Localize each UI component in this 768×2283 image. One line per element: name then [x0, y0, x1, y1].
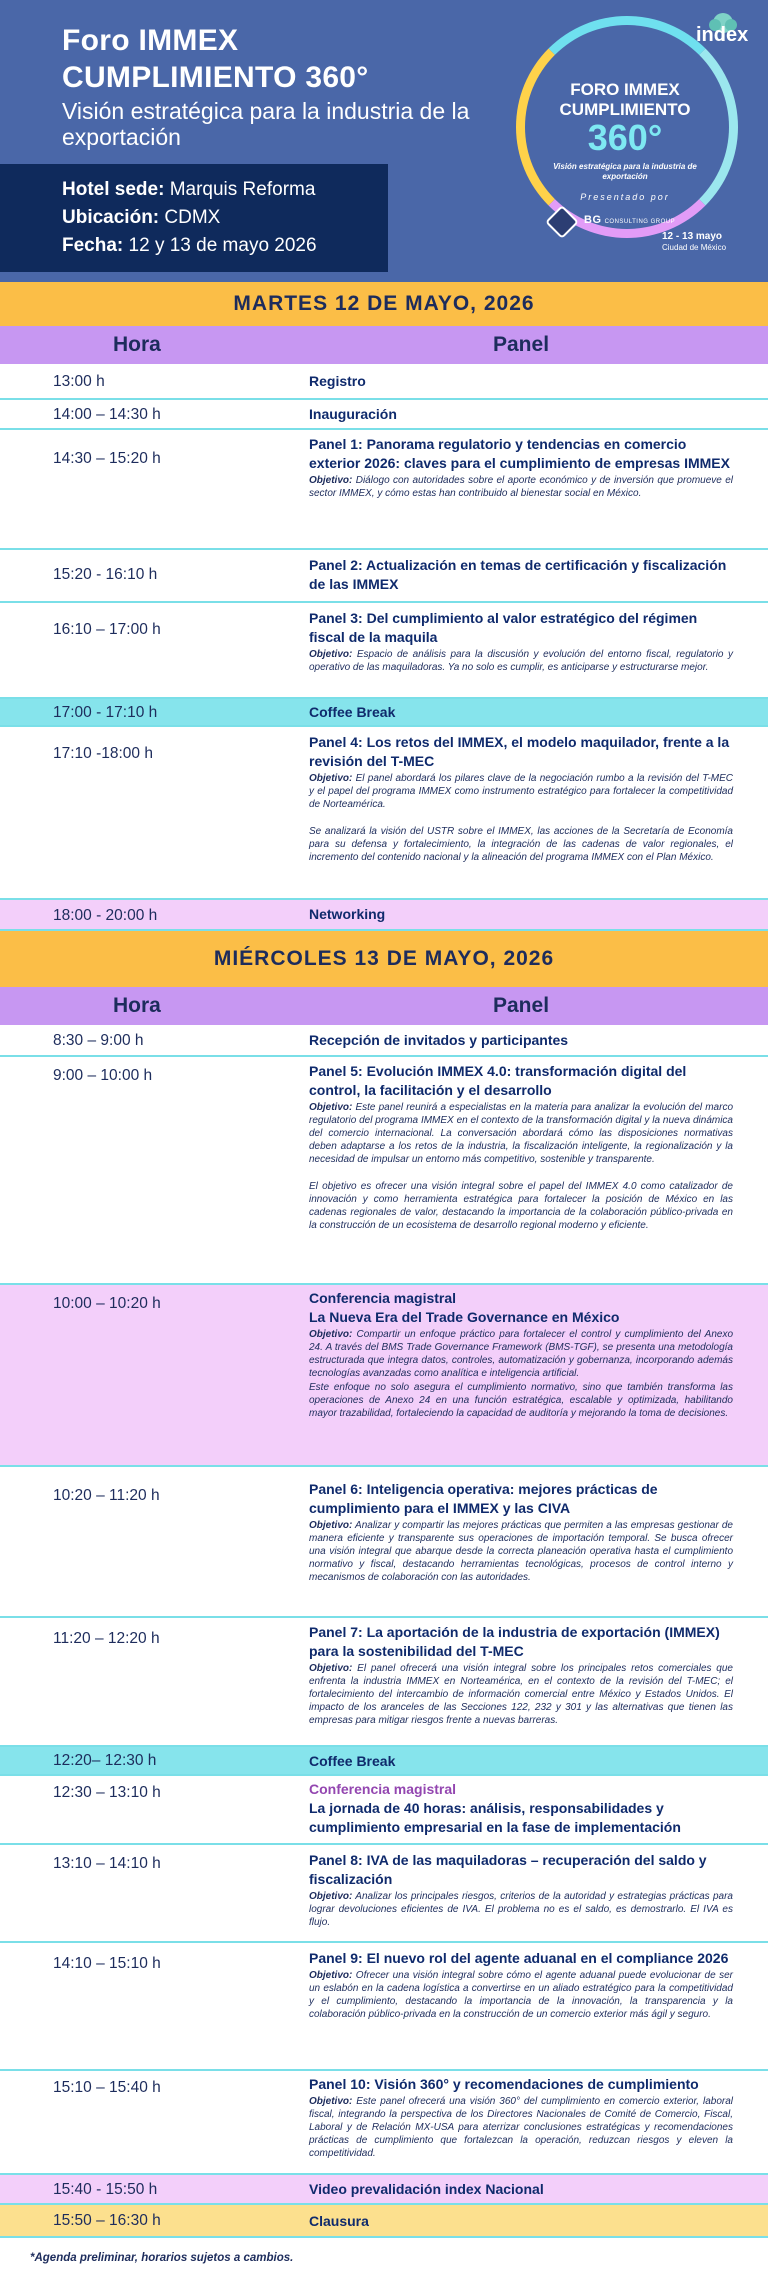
objective-label: Objetivo:	[309, 1102, 353, 1113]
event-subtitle: Visión estratégica para la industria de la exportación	[62, 98, 470, 150]
row-title: Recepción de invitados y participantes	[309, 1032, 569, 1048]
objective-text: Ofrecer una visión integral sobre cómo el agente aduanal puede evolucionar de ser un eslabón en la cadena logística a convertirse en un aliado estratégico para la competitividad y el cumplimiento, destacando la importancia de la innovación, la transparencia y la colaboración público-privada en la construcción de un comercio exterior más ágil y seguro.	[309, 1970, 733, 2020]
event-header	[0, 0, 768, 282]
objective-label: Objetivo:	[309, 1891, 353, 1902]
agenda-row	[0, 1943, 768, 2071]
agenda-row-break	[0, 699, 768, 727]
objective-label: Objetivo:	[309, 1329, 353, 1340]
row-title: Networking	[309, 906, 386, 922]
row-time: 10:00 – 10:20 h	[53, 1295, 161, 1312]
row-objective	[309, 1662, 733, 1727]
title-line-1: Foro IMMEX	[62, 24, 239, 57]
row-time: 15:50 – 16:30 h	[53, 2212, 161, 2229]
row-time: 14:00 – 14:30 h	[53, 406, 161, 423]
row-title: Registro	[309, 373, 366, 389]
row-title: Inauguración	[309, 406, 397, 422]
row-title: Video prevalidación index Nacional	[309, 2181, 544, 2197]
objective-text: Este panel ofrecerá una visión 360° del cumplimiento en comercio exterior, laboral fiscal, integrando la perspectiva de los Directores Nacionales de Comité de Comercio, Fiscal, Laboral y de Relación MX-USA para aterrizar conclusiones estratégicas y recomendaciones prácticas de cumplimiento que fortalezcan la operación, reduzcan riesgos y eleven la competitividad.	[309, 2096, 733, 2159]
objective-label: Objetivo:	[309, 475, 353, 486]
objective-label: Objetivo:	[309, 2096, 353, 2107]
row-title: Panel 1: Panorama regulatorio y tendencias en comercio exterior 2026: claves para el cumplimiento de empresas IMMEX	[309, 436, 730, 471]
objective-label: Objetivo:	[309, 1520, 353, 1531]
objective-text: Este panel reunirá a especialistas en la materia para analizar la evolución del marco regulatorio del programa IMMEX en el contexto de la transformación digital y la nueva dinámica del comercio internacional. La conversación abordará cómo las disposiciones normativas deben adaptarse a los retos de la industria, la fiscalización inteligente, la regionalización y la necesidad de impulsar un entorno más competitivo, sostenible y transparente.	[309, 1102, 734, 1165]
objective-text-2: Se analizará la visión del USTR sobre el IMMEX, las acciones de la Secretaría de Economía para su defensa y fortalecimiento, la integración de las cadenas de valor regionales, el incremento del contenido nacional y la alineación del programa IMMEX con el Plan México.	[309, 826, 733, 863]
agenda-row-break	[0, 1747, 768, 1776]
row-objective	[309, 1519, 733, 1584]
row-time: 9:00 – 10:00 h	[53, 1067, 153, 1084]
day2-band: MIÉRCOLES 13 DE MAYO, 2026	[0, 931, 768, 987]
objective-label: Objetivo:	[309, 1663, 353, 1674]
agenda-row	[0, 1025, 768, 1057]
row-time: 15:40 - 15:50 h	[53, 2181, 158, 2198]
row-time: 13:00 h	[53, 373, 105, 390]
day2-column-header	[0, 987, 768, 1025]
row-time: 16:10 – 17:00 h	[53, 621, 161, 638]
agenda-row	[0, 400, 768, 430]
row-kicker: Conferencia magistral	[309, 1290, 457, 1306]
objective-text: Analizar y compartir las mejores prácticas que permiten a las empresas gestionar de manera eficiente y transparente sus operaciones de importación temporal. Se busca ofrecer una visión integral que abarque desde la correcta planeación operativa hasta el cumplimiento normativo y fiscal, destacando herramientas tecnológicas, procesos de control interno y mecanismos de colaboración con las autoridades.	[309, 1520, 733, 1583]
objective-text-2: Este enfoque no solo asegura el cumplimiento normativo, sino que también transforma las operaciones de Anexo 24 en una función estratégica, escalable y optimizada, habilitando mayor trazabilidad, fortaleciendo la capacidad de auditoría y mejorando la toma de decisiones.	[309, 1382, 733, 1419]
day1-band: MARTES 12 DE MAYO, 2026	[0, 282, 768, 326]
logo-dates: 12 - 13 mayo	[662, 231, 723, 242]
location-label: Ubicación:	[62, 207, 160, 228]
hotel-label: Hotel sede:	[62, 179, 165, 200]
objective-text: El panel ofrecerá una visión integral sobre los principales retos comerciales que enfrenta la industria IMMEX en Norteamérica, en el contexto de la revisión del T-MEC; el fortalecimiento del intercambio de información comercial entre México y Estados Unidos. El impacto de los aranceles de las Secciones 122, 232 y 301 y las alternativas que tienen las empresas para mitigar riesgos frente a nuevas barreras.	[309, 1663, 733, 1726]
agenda-row	[0, 603, 768, 699]
row-time: 18:00 - 20:00 h	[53, 907, 158, 924]
row-time: 12:20– 12:30 h	[53, 1752, 157, 1769]
col-panel: Panel	[493, 333, 550, 356]
logo-line-2: CUMPLIMIENTO	[559, 100, 691, 119]
logo-tagline: Visión estratégica para la industria de exportación	[553, 162, 697, 181]
logo-title	[520, 80, 730, 120]
row-objective	[309, 1328, 733, 1380]
hotel-value: Marquis Reforma	[169, 179, 316, 200]
row-title: Panel 2: Actualización en temas de certificación y fiscalización de las IMMEX	[309, 557, 727, 592]
agenda-row-closing	[0, 2205, 768, 2238]
row-time: 17:00 - 17:10 h	[53, 704, 158, 721]
row-title: La jornada de 40 horas: análisis, responsabilidades y cumplimiento empresarial en la fase de implementación	[309, 1800, 681, 1835]
event-info-box	[0, 164, 388, 272]
row-time: 12:30 – 13:10 h	[53, 1784, 161, 1801]
sponsor-sub: CONSULTING GROUP	[604, 219, 676, 225]
agenda-row	[0, 1776, 768, 1845]
agenda-row-networking	[0, 900, 768, 931]
logo-presented: Presentado por	[580, 192, 670, 202]
objective-text: El panel abordará los pilares clave de la negociación rumbo a la revisión del T-MEC y el papel del programa IMMEX como instrumento estratégico para fortalecer la competitividad de Norteamérica.	[309, 773, 733, 810]
objective-text: Analizar los principales riesgos, criterios de la autoridad y estrategias prácticas para lograr devoluciones eficientes de IVA. El problema no es el saldo, es demostrarlo. El IVA es flujo.	[309, 1891, 733, 1928]
col-hora: Hora	[113, 333, 161, 356]
date-label: Fecha:	[62, 235, 124, 256]
row-kicker: Conferencia magistral	[309, 1781, 457, 1797]
agenda-row	[0, 1057, 768, 1285]
row-title: Panel 8: IVA de las maquiladoras – recuperación del saldo y fiscalización	[309, 1852, 707, 1887]
row-title: La Nueva Era del Trade Governance en México	[309, 1309, 620, 1325]
agenda-row-video	[0, 2175, 768, 2205]
row-title: Coffee Break	[309, 1753, 396, 1769]
row-objective	[309, 1101, 733, 1166]
row-title: Panel 10: Visión 360° y recomendaciones de cumplimiento	[309, 2076, 699, 2092]
agenda-row	[0, 727, 768, 900]
logo-line-1: FORO IMMEX	[570, 80, 680, 99]
objective-label: Objetivo:	[309, 1970, 353, 1981]
row-objective	[309, 648, 733, 674]
row-time: 14:10 – 15:10 h	[53, 1955, 161, 1972]
row-objective	[309, 1969, 733, 2021]
objective-text: Diálogo con autoridades sobre el aporte económico y de inversión que promueve el sector IMMEX, y cómo estas han contribuido al bienestar social en México.	[309, 475, 733, 499]
agenda-row	[0, 430, 768, 550]
row-time: 8:30 – 9:00 h	[53, 1032, 144, 1049]
objective-text-2: El objetivo es ofrecer una visión integral sobre el papel del IMMEX 4.0 como catalizador de innovación y como herramienta estratégica para fortalecer la posición de México en las cadenas regionales de valor, destacando la importancia de la colaboración público-privada en la construcción de un ecosistema de desarrollo regional moderno y eficiente.	[309, 1181, 733, 1231]
location-value: CDMX	[164, 207, 221, 228]
row-title: Panel 5: Evolución IMMEX 4.0: transformación digital del control, la facilitación y el desarrollo	[309, 1063, 687, 1098]
row-time: 15:20 - 16:10 h	[53, 566, 158, 583]
agenda-row	[0, 364, 768, 400]
agenda-row	[0, 1618, 768, 1747]
row-time: 14:30 – 15:20 h	[53, 450, 161, 467]
row-title: Panel 6: Inteligencia operativa: mejores prácticas de cumplimiento para el IMMEX y las CIVA	[309, 1481, 658, 1516]
row-objective	[309, 772, 733, 811]
sponsor-name	[584, 214, 675, 226]
event-title	[62, 22, 369, 96]
date-value: 12 y 13 de mayo 2026	[128, 235, 317, 256]
row-title: Panel 3: Del cumplimiento al valor estratégico del régimen fiscal de la maquila	[309, 610, 698, 645]
row-objective	[309, 474, 733, 500]
day1-column-header	[0, 326, 768, 364]
agenda-row	[0, 2071, 768, 2175]
agenda-row	[0, 1845, 768, 1943]
title-line-2: CUMPLIMIENTO 360°	[62, 61, 369, 94]
objective-text: Espacio de análisis para la discusión y evolución del entorno fiscal, regulatorio y operativo de las maquiladoras. Ya no solo es cumplir, es anticiparse y estructurarse mejor.	[309, 649, 734, 673]
agenda-row	[0, 550, 768, 603]
sponsor-initials: BG	[584, 214, 602, 226]
objective-text: Compartir un enfoque práctico para fortalecer el control y cumplimiento del Anexo 24. A través del BMS Trade Governance Framework (BMS-TGF), se presenta una metodología estructurada que integra datos, controles, automatización y gobernanza, incorporando además tecnologías avanzadas como analítica e inteligencia artificial.	[309, 1329, 734, 1379]
row-title: Clausura	[309, 2213, 369, 2229]
agenda-row	[0, 1467, 768, 1618]
col-hora: Hora	[113, 994, 161, 1017]
row-title: Panel 7: La aportación de la industria de exportación (IMMEX) para la sostenibilidad del T-MEC	[309, 1624, 720, 1659]
footnote: *Agenda preliminar, horarios sujetos a cambios.	[30, 2252, 294, 2264]
row-title: Panel 4: Los retos del IMMEX, el modelo maquilador, frente a la revisión del T-MEC	[309, 734, 730, 769]
row-objective	[309, 2095, 733, 2160]
row-title: Coffee Break	[309, 704, 396, 720]
objective-label: Objetivo:	[309, 649, 353, 660]
row-title: Panel 9: El nuevo rol del agente aduanal en el compliance 2026	[309, 1950, 729, 1966]
logo-city: Ciudad de México	[662, 243, 727, 252]
row-time: 17:10 -18:00 h	[53, 745, 153, 762]
row-time: 13:10 – 14:10 h	[53, 1855, 161, 1872]
index-brand: index	[696, 24, 749, 46]
objective-label: Objetivo:	[309, 773, 353, 784]
row-time: 15:10 – 15:40 h	[53, 2079, 161, 2096]
row-objective	[309, 1890, 733, 1929]
agenda-row-keynote	[0, 1285, 768, 1467]
logo-360: 360°	[587, 117, 663, 158]
row-time: 10:20 – 11:20 h	[53, 1487, 160, 1504]
event-logo	[510, 12, 760, 270]
col-panel: Panel	[493, 994, 550, 1017]
row-time: 11:20 – 12:20 h	[53, 1630, 160, 1647]
